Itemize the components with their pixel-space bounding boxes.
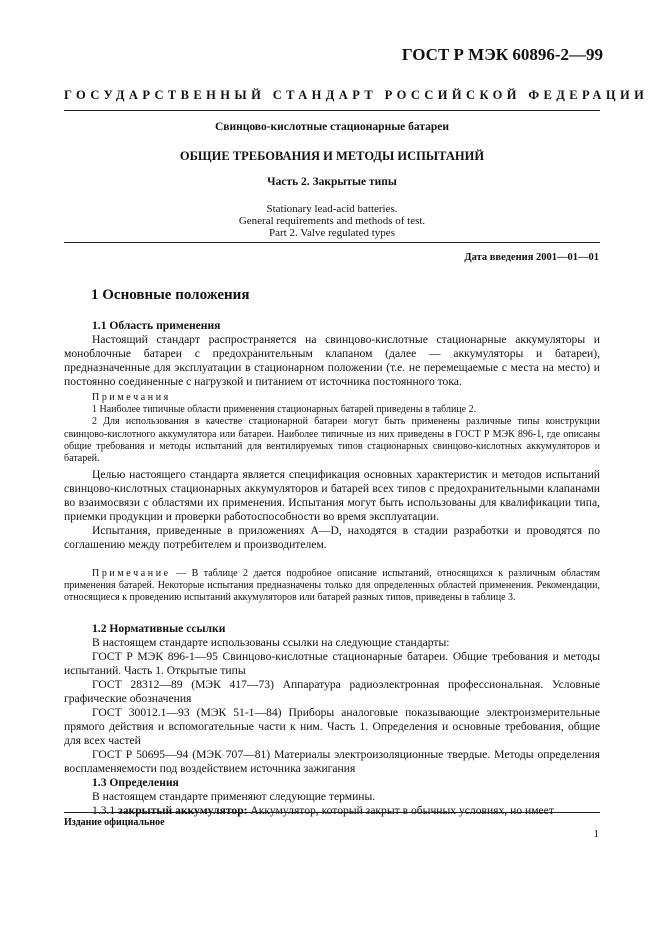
note-text: — В таблице 2 дается подробное описание испытаний, относящихся к различным областям применения батарей. Некоторые испытания предназначены только для определенных областей применения. Рекомендации, относящиеся к проведению испытаний аккумуляторов или батарей разных типов, приведены в таблице 3. [64,568,600,604]
subsection-heading: 1.1 Область применения [92,319,221,332]
state-standard-title: ГОСУДАРСТВЕННЫЙ СТАНДАРТ РОССИЙСКОЙ ФЕДЕРАЦИИ [64,88,649,102]
english-title-line: General requirements and methods of test. [238,215,426,227]
paragraph: Целью настоящего стандарта является спецификация основных характеристик и методов испытаний свинцово-кислотных стационарных аккумуляторов и батарей всех типов с предохранительными клапанами во взаимосвязи с областями их применения. Испытания могут быть использованы для квалификации типа, приемки продукции и проверки работоспособности во время эксплуатации. [64,468,600,523]
paragraph: В настоящем стандарте использованы ссылки на следующие стандарты: [92,636,450,649]
title-subject: Свинцово-кислотные стационарные батареи [214,121,450,133]
note-block [64,568,600,605]
standard-code: ГОСТ Р МЭК 60896-2—99 [401,45,603,64]
footer-divider [64,812,600,813]
reference: ГОСТ 28312—89 (МЭК 417—73) Аппаратура радиоэлектронная профессиональная. Условные графические обозначения [64,678,600,705]
page-number: 1 [593,828,599,840]
section-1-2 [64,622,600,818]
note: 2 Для использования в качестве стационарной батареи могут быть применены различные типы конструкции свинцово-кислотного аккумулятора или батареи. Наиболее типичные из них приведены в ГОСТ Р МЭК 896-1, где описаны общие требования и методы испытаний для вентилируемых типов стационарных свинцово-кислотных аккумуляторов и батарей. [64,416,600,465]
reference: ГОСТ 30012.1—93 (МЭК 51-1—84) Приборы аналоговые показывающие электроизмерительные прямого действия и вспомогательные части к ним. Часть 1. Определения и основные требования, общие для всех частей [64,706,600,747]
definition-text: Аккумулятор, который закрыт в обычных условиях, но имеет [247,804,554,817]
reference: ГОСТ Р 50695—94 (МЭК 707—81) Материалы электроизоляционные твердые. Методы определения воспламеняемости под воздействием источника зажигания [64,748,600,775]
subsection-heading: 1.2 Нормативные ссылки [92,622,226,635]
title-part: Часть 2. Закрытые типы [267,176,397,188]
section-1-1 [64,319,600,389]
notes-block [64,392,600,465]
paragraph: Настоящий стандарт распространяется на свинцово-кислотные стационарные аккумуляторы и моноблочные батареи с предохранительным клапаном (далее — аккумуляторы и батареи), предназначенные для эксплуатации в стационарном положении (т.е. не перемещаемые с места на место) и постоянно соединенные с нагрузкой и питанием от источника постоянного тока. [64,333,600,388]
section-1-1-continued [64,468,600,552]
subsection-heading: 1.3 Определения [92,776,179,789]
reference: ГОСТ Р МЭК 896-1—95 Свинцово-кислотные стационарные батареи. Общие требования и методы испытаний. Часть 1. Открытые типы [64,650,600,677]
english-title-line: Stationary lead-acid batteries. [266,203,398,215]
note-label: Примечание [92,568,171,579]
effective-date: Дата введения 2001—01—01 [464,252,599,263]
note: 1 Наиболее типичные области применения стационарных батарей приведены в таблице 2. [92,404,477,416]
edition-label: Издание официальное [64,817,165,828]
english-title [64,203,600,239]
paragraph: В настоящем стандарте применяют следующие термины. [92,790,376,803]
definition-number: 1.3.1 [92,804,119,817]
top-divider [64,110,600,111]
section-heading: 1 Основные положения [91,287,250,303]
english-title-line: Part 2. Valve regulated types [269,227,395,239]
date-divider [64,242,600,243]
paragraph: Испытания, приведенные в приложениях А—D, находятся в стадии разработки и проводятся по соглашению между потребителем и производителем. [64,524,600,551]
notes-label: Примечания [92,392,171,403]
title-main: ОБЩИЕ ТРЕБОВАНИЯ И МЕТОДЫ ИСПЫТАНИЙ [179,149,485,163]
definition-term: закрытый аккумулятор: [118,804,248,817]
